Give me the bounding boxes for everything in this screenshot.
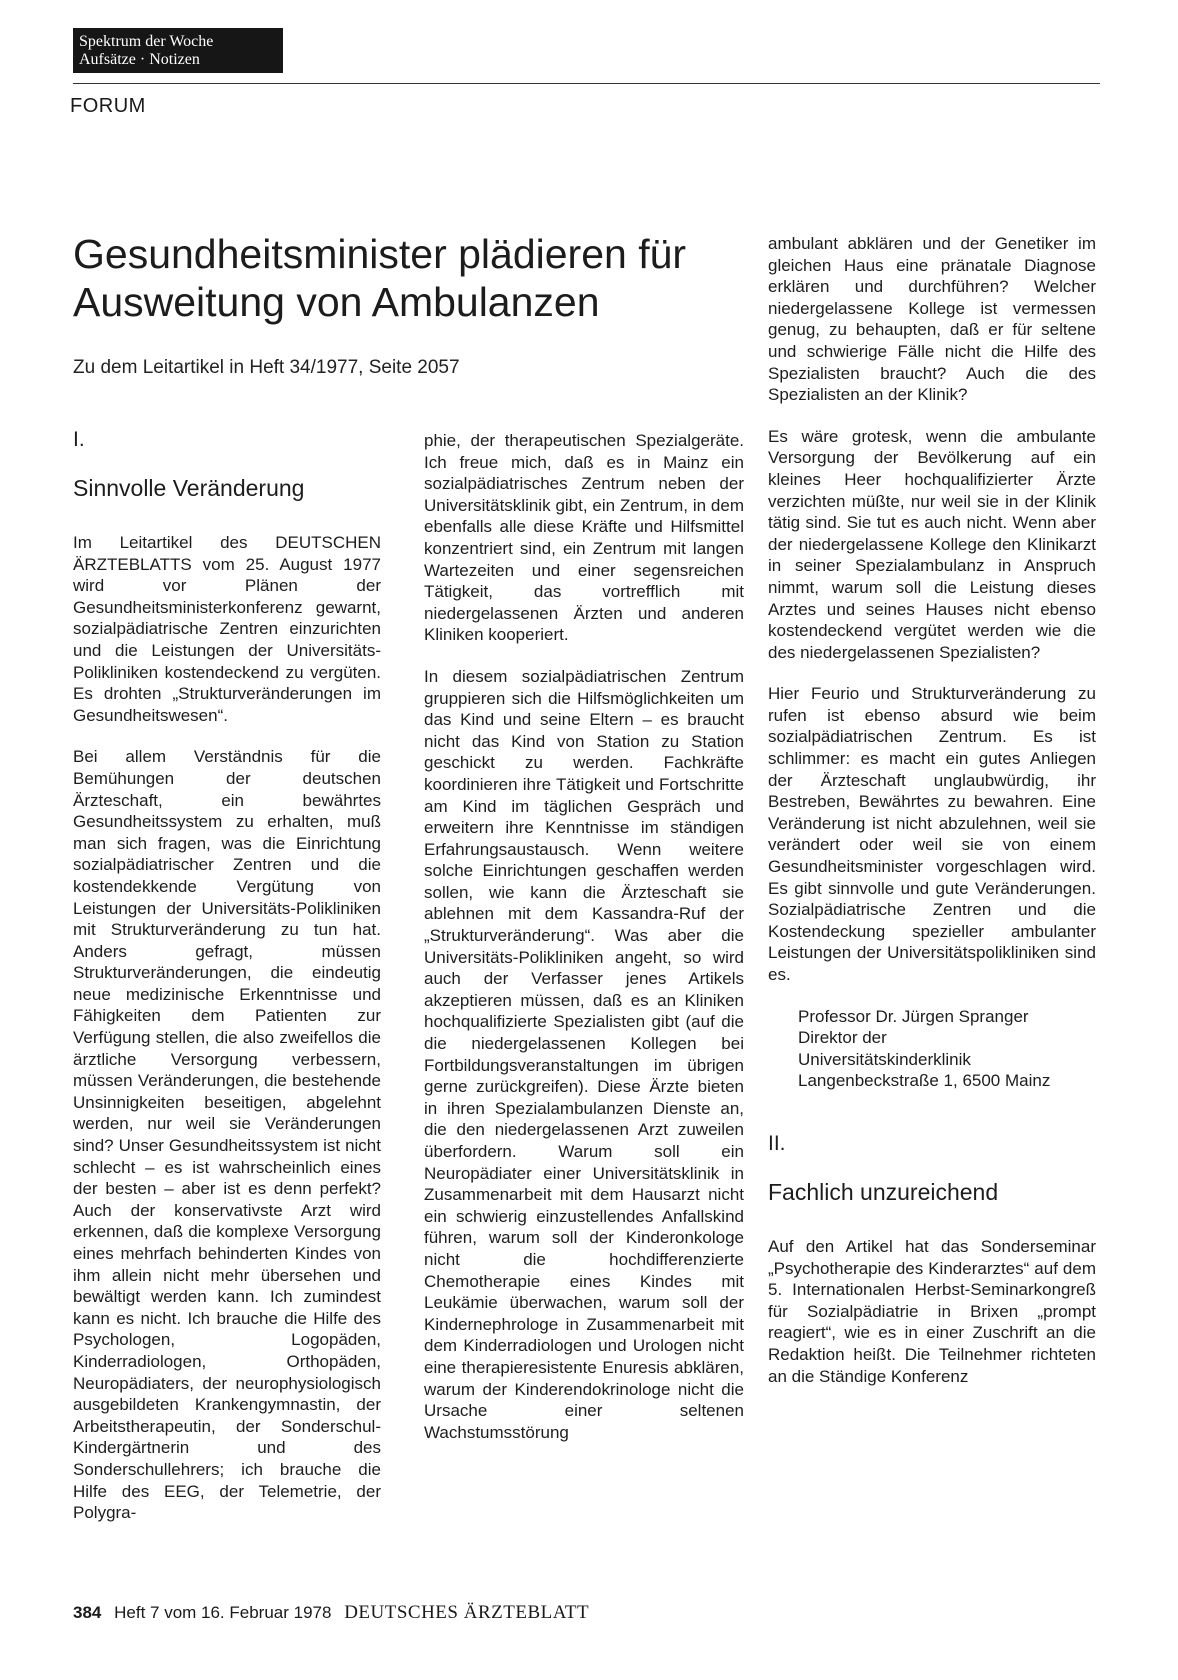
- signature-address: Langenbeckstraße 1, 6500 Mainz: [798, 1071, 1051, 1091]
- paragraph: In diesem sozialpädiatrischen Zentrum gruppieren sich die Hilfsmöglichkeiten um das Kind und seine Eltern – es braucht nicht das Kind von Station zu Station geschickt zu werden. Fachkräfte koordinieren ihre Tätigkeit und Fortschritte am Kind im täglichen Gespräch und erweitern ihre Kenntnisse im ständigen Erfahrungsaustausch. Wenn weitere solche Einrichtungen geschaffen werden sollen, wie kann die Ärzteschaft sie ablehnen mit dem Kassandra-Ruf der „Strukturveränderung“. Was aber die Universitäts-Polikliniken angeht, so wird auch der Verfasser jenes Artikels akzeptieren müssen, daß es an Kliniken hochqualifizierte Spezialisten gibt (auf die die niedergelassenen Kollegen bei Fortbildungsveranstaltungen im übrigen gerne zurückgreifen). Diese Ärzte bieten in ihren Spezialambulanzen Dienste an, die den niedergelassenen Arzt zuweilen überfordern. Warum soll ein Neuropädiater einer Universitätsklinik in Zusammenarbeit mit dem Hausarzt nicht ein schwierig einzustellendes Anfallskind führen, warum soll der Kinderonkologe nicht die hochdifferenzierte Chemotherapie eines Kindes mit Leukämie überwachen, warum soll der Kindernephrologe in Zusammenarbeit mit dem Kinderradiologen und Urologen nicht eine therapieresistente Enuresis abklären, warum der Kinderendokrinologe nicht die Ursache einer seltenen Wachstumsstörung: [424, 666, 744, 1442]
- issue-info: Heft 7 vom 16. Februar 1978: [114, 1603, 332, 1622]
- journal-name: DEUTSCHES ÄRZTEBLATT: [344, 1602, 590, 1623]
- column-3: [768, 233, 1096, 1407]
- paragraph: Auf den Artikel hat das Sonderseminar „Psychotherapie des Kinderarztes“ auf dem 5. Internationalen Herbst-Seminarkongreß für Sozialpädiatrie in Brixen „prompt reagiert“, wie es in einer Zuschrift an die Redaktion heißt. Die Teilnehmer richteten an die Ständige Konferenz: [768, 1236, 1096, 1386]
- letter-number-1: I.: [73, 428, 85, 451]
- column-1: [73, 428, 381, 1544]
- paragraph: Es wäre grotesk, wenn die ambulante Versorgung der Bevölkerung auf ein kleines Heer hochqualifizierter Ärzte verzichten müßte, nur weil sie in der Klinik tätig sind. Sie tut es auch nicht. Wenn aber der niedergelassene Kollege den Klinikarzt in seiner Spezialambulanz in Anspruch nimmt, warum soll die Leistung dieses Arztes und seines Hauses nicht ebenso kostendeckend vergütet werden wie die des niedergelassenen Spezialisten?: [768, 426, 1096, 662]
- letter-heading-1: Sinnvolle Veränderung: [73, 475, 305, 501]
- forum-label: FORUM: [70, 95, 146, 117]
- paragraph: ambulant abklären und der Genetiker im gleichen Haus eine pränatale Diagnose erklären und durchführen? Welcher niedergelassene Kollege ist vermessen genug, zu behaupten, daß er für seltene und schwierige Fälle nicht die Hilfe des Spezialisten braucht? Auch die des Spezialisten an der Klinik?: [768, 234, 1096, 405]
- page-number: 384: [73, 1603, 102, 1622]
- article-subtitle: Zu dem Leitartikel in Heft 34/1977, Seite 2057: [73, 357, 460, 378]
- paragraph: Hier Feurio und Strukturveränderung zu rufen ist ebenso absurd wie beim sozialpädiatrischen Zentrum. Es ist schlimmer: es macht ein gutes Anliegen der Ärzteschaft unglaubwürdig, ihr Bestreben, Bewährtes zu bewahren. Eine Veränderung ist nicht abzulehnen, weil sie verändert oder weil sie von einem Gesundheitsminister vorgeschlagen wird. Es gibt sinnvolle und gute Veränderungen. Sozialpädiatrische Zentren und die Kostendeckung spezieller ambulanter Leistungen der Universitätspolikliniken sind es.: [768, 684, 1096, 984]
- section-tag: [73, 28, 283, 73]
- signature-role: Direktor der: [798, 1028, 887, 1048]
- signature-block: [768, 1006, 1096, 1092]
- paragraph: Bei allem Verständnis für die Bemühungen der deutschen Ärzteschaft, ein bewährtes Gesundheitssystem zu erhalten, muß man sich fragen, was die Einrichtung sozialpädiatrischer Zentren und die kostendekkende Vergütung von Leistungen der Universitäts-Polikliniken mit Strukturveränderung zu tun hat. Anders gefragt, müssen Strukturveränderungen, die eindeutig neue medizinische Erkenntnisse und Fähigkeiten dem Patienten zur Verfügung stellen, die also zweifellos die ärztliche Versorgung verbessern, müssen Veränderungen, die bestehende Unsinnigkeiten beseitigen, abgelehnt werden, nur weil sie Veränderungen sind? Unser Gesundheitssystem ist nicht schlecht – es ist wahrscheinlich eines der besten – aber ist es denn perfekt? Auch der konservativste Arzt wird erkennen, daß die komplexe Versorgung eines mehrfach behinderten Kindes von ihm allein nicht mehr übersehen und bewältigt werden kann. Ich zumindest kann es nicht. Ich brauche die Hilfe des Psychologen, Logopäden, Kinderradiologen, Orthopäden, Neuropädiaters, der neurophysiologisch ausgebildeten Krankengymnastin, der Arbeitstherapeutin, der Sonderschul-Kindergärtnerin und des Sonderschullehrers; ich brauche die Hilfe des EEG, der Telemetrie, der Polygra-: [73, 747, 381, 1523]
- column-2: [424, 430, 744, 1463]
- letter-number-2: II.: [768, 1131, 786, 1155]
- article-title: Gesundheitsminister plädieren für Ausweitung von Ambulanzen: [73, 231, 687, 325]
- section-tag-line2: Aufsätze · Notizen: [79, 51, 200, 68]
- signature-name: Professor Dr. Jürgen Spranger: [798, 1006, 1029, 1026]
- paragraph: Im Leitartikel des DEUTSCHEN ÄRZTEBLATTS vom 25. August 1977 wird vor Plänen der Gesundheitsministerkonferenz gewarnt, sozialpädiatrische Zentren einzurichten und die Leistungen der Universitäts-Polikliniken kostendeckend zu vergüten. Es drohten „Strukturveränderungen im Gesundheitswesen“.: [73, 533, 381, 725]
- letter-heading-2: Fachlich unzureichend: [768, 1178, 999, 1205]
- paragraph: phie, der therapeutischen Spezialgeräte. Ich freue mich, daß es in Mainz ein sozialpädiatrisches Zentrum neben der Universitätsklinik gibt, ein Zentrum, in dem ebenfalls alle diese Kräfte und Hilfsmittel konzentriert sind, ein Zentrum mit langen Wartezeiten und einer segensreichen Tätigkeit, das vortrefflich mit niedergelassenen Ärzten und anderen Kliniken kooperiert.: [424, 431, 744, 645]
- section-tag-line1: Spektrum der Woche: [79, 33, 214, 50]
- page-footer: [73, 1602, 589, 1624]
- signature-institution: Universitätskinderklinik: [798, 1049, 971, 1069]
- header-rule: [73, 83, 1100, 84]
